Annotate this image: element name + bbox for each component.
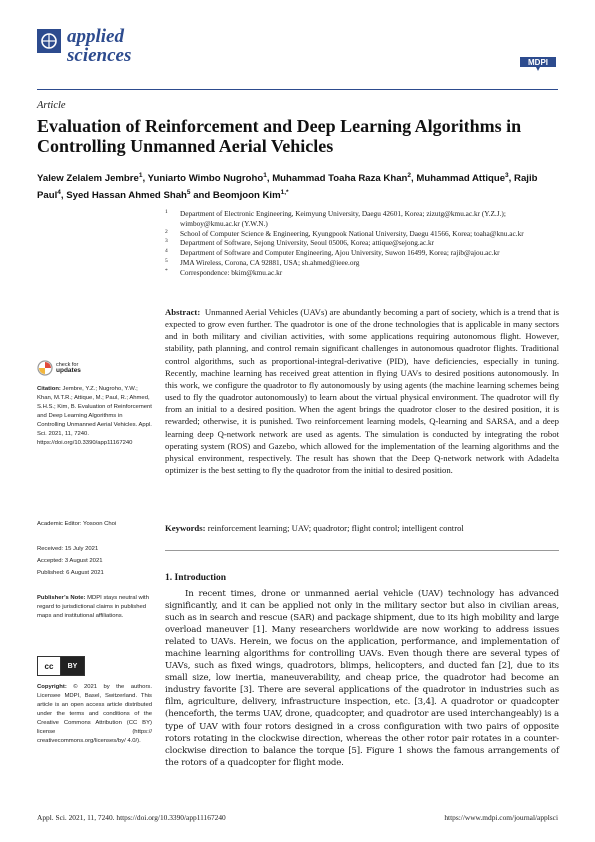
keywords-text: reinforcement learning; UAV; quadrotor; flight control; intelligent control [207,523,464,533]
author-name: Rajib Paul [37,173,538,202]
keywords-rule [165,550,559,551]
check-updates-line2: updates [56,367,81,374]
article-type: Article [37,100,66,111]
affiliation-text: Department of Software, Sejong University, Seoul 05006, Korea; attique@sejong.ac.kr [180,238,435,248]
abstract-text: Unmanned Aerial Vehicles (UAVs) are abundantly becoming a part of society, which is a trend that is expected to grow even further. The quadrotor is one of the drone technologies that is applicable in many sectors and in both military and civilian activities, with some applications requiring autonomous flight. However, stability, path planning, and control remain significant challenges in autonomous quadrotor flights. Traditional control algorithms, such as proportional-integral-derivative (PID), have deficiencies, especially in tuning. Recently, machine learning has received great attention in flying UAVs to desired positions autonomously. In this work, we configure the quadrotor to fly autonomously by using agents (the machine learning schemes being used to fly the quadrotor autonomously) to learn about the virtual physical environment. The quadrotor will fly from an initial to a desired position. When the agent brings the quadrotor closer to the desired position, it is rewarded; otherwise, it is punished. Two reinforcement learning models, Q-learning and SARSA, and a deep learning deep Q-network network are used as agents. The simulation is conducted by integrating the robot operating system (ROS) and Gazebo, which allowed for the implementation of the learning algorithms and the physical environment, respectively. The result has shown that the Deep Q-network network with Adadelta optimizer is the best setting to fly the quadrotor from the initial to desired position. [165,307,559,476]
footer-journal-url[interactable]: https://www.mdpi.com/journal/applsci [444,813,558,822]
page-title: Evaluation of Reinforcement and Deep Learning Algorithms in Controlling Unmanned Aerial Vehicles [37,116,522,156]
academic-editor: Academic Editor: Yosoon Choi [37,521,117,527]
journal-name-line1: applied [67,26,124,47]
cc-label: cc [38,657,61,675]
publisher-note-label: Publisher’s Note: [37,595,86,601]
introduction-paragraph: In recent times, drone or unmanned aerial vehicle (UAV) technology has advanced significantly, and it can be applied not only in the military sector but also in civilian areas, such as in search and rescue (SAR) and package shipment, due to its high mobility and large overload maneuver [1]. Many researchers worldwide are now working to address issues related to UAVs. Herein, we focus on the application, performance, and implementation of machine learning algorithms for controlling UAVs. Even though there are several types of UAVs, such as fixed wings, quadrotors, blimps, helicopters, and ducted fan [2], due to its small size, low inertia, maneuverability, and cheap price, the quadrotor had become an industry favorite [3]. There are several applications of the quadrotor in industries such as film, agriculture, delivery, infrastructure inspection, etc. [3,4]. A quadrotor or quadcopter (henceforth, the terms UAV, drone, quadcopter, and quadrotor are used interchangeably) is a type of UAV with four rotors designed in a cross configuration with two pairs of opposite rotors rotating in the clockwise direction, whereas the other rotor pair rotates in a counter-clockwise direction to balance the torque [5]. Figure 1 shows the famous arrangements of the rotors of a quadcopter for flight mode. [165,589,559,768]
author-affiliation-sup: 4 [57,189,61,197]
copyright-block [37,683,152,746]
publisher-logo-text: MDPI [528,58,548,67]
affiliation-text: Department of Electronic Engineering, Keimyung University, Daegu 42601, Korea; zizutg@kmu.ac.kr (Y.Z.J.); wimboy@kmu.ac.kr (Y.W.N.) [180,209,506,228]
affiliation-number: 3 [165,238,168,245]
affiliation-item [165,238,565,248]
citation-label: Citation: [37,386,61,392]
author-name: Muhammad Toaha Raza Khan [272,173,408,185]
author-name: Yuniarto Wimbo Nugroho [147,173,264,185]
publisher-note [37,594,152,621]
author-list: Yalew Zelalem Jembre$^1$, Yuniarto Wimbo Nugroho$^1$, Muhammad Toaha Raza Khan$^2$, Muhammad Attique$^3$, Rajib Paul$^4$, Syed Hassan Ahmed Shah$^5$ and Beomjoon Kim$^{1,*}$ [37,172,538,202]
check-for-updates-button[interactable] [37,358,97,378]
footer-citation: Appl. Sci. 2021, 11, 7240. https://doi.org/10.3390/app11167240 [37,813,226,822]
citation-text: Jembre, Y.Z.; Nugroho, Y.W.; Khan, M.T.R.; Attique, M.; Paul, R.; Ahmed, S.H.S.; Kim, B. Evaluation of Reinforcement and Deep Learning Algorithms in Controlling Unmanned Aerial Vehicles. Appl. Sci. 2021, 11, 7240. https://doi.org/10.3390/app11167240 [37,386,152,446]
copyright-label: Copyright: [37,684,67,690]
author-name: Syed Hassan Ahmed Shah [66,190,187,202]
affiliation-item [165,248,565,258]
publisher-note-text: MDPI stays neutral with regard to jurisdictional claims in published maps and institutional affiliations. [37,595,149,619]
journal-name [67,27,131,65]
copyright-text: © 2021 by the authors. Licensee MDPI, Basel, Switzerland. This article is an open access article distributed under the terms and conditions of the Creative Commons Attribution (CC BY) license (https:// creativecommons.org/licenses/by/ 4.0/). [37,684,153,744]
header-rule [37,89,558,90]
author-affiliation-sup: 1,* [280,189,289,197]
affiliations [165,209,565,278]
cc-by-label: BY [61,657,84,675]
author-affiliation-sup: 2 [407,172,412,179]
affiliation-number: * [165,267,168,274]
affiliation-item [165,258,565,268]
author-name: Yalew Zelalem Jembre [37,173,139,185]
publisher-logo-icon [518,55,558,73]
affiliation-number: 4 [165,248,168,255]
affiliation-number: 5 [165,257,168,264]
affiliation-text: Correspondence: bkim@kmu.ac.kr [180,267,283,277]
affiliation-number: 2 [165,228,168,235]
keywords-label: Keywords: [165,523,206,533]
author-affiliation-sup: 1 [263,172,267,179]
author-name: Muhammad Attique [416,173,506,185]
section-heading-introduction: 1. Introduction [165,573,227,583]
affiliation-item [165,229,565,239]
affiliation-item [165,268,565,278]
abstract [165,306,559,476]
affiliation-number: 1 [165,209,168,215]
accepted-date: Accepted: 3 August 2021 [37,558,103,564]
keywords [165,523,559,533]
cc-by-license-icon[interactable] [37,656,85,676]
citation-block [37,385,152,448]
author-name: Beomjoon Kim [212,190,281,202]
affiliation-text: School of Computer Science & Engineering, Kyungpook National University, Daegu 41566, Korea; toaha@knu.ac.kr [180,228,524,238]
check-updates-line1: check for [56,361,79,368]
received-date: Received: 15 July 2021 [37,546,99,552]
check-updates-icon [37,360,53,376]
journal-logo-icon [37,29,61,53]
affiliation-item [165,209,565,229]
published-date: Published: 6 August 2021 [37,570,104,576]
author-affiliation-sup: 5 [186,189,191,197]
author-affiliation-sup: 1 [138,172,143,179]
abstract-label: Abstract: [165,307,201,317]
affiliation-text: JMA Wireless, Corona, CA 92881, USA; sh.ahmed@ieee.org [180,257,360,267]
journal-name-line2: sciences [67,45,132,66]
affiliation-text: Department of Software and Computer Engineering, Ajou University, Suwon 16499, Korea; rajib@ajou.ac.kr [180,248,500,258]
author-affiliation-sup: 3 [505,172,509,179]
